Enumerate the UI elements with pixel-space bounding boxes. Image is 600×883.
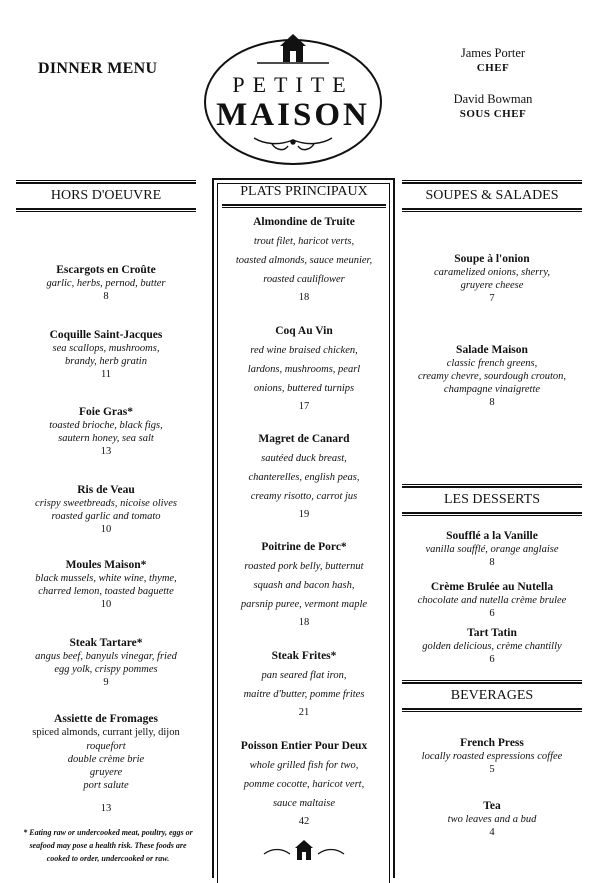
list-item: Almondine de Truite trout filet, haricot verts, toasted almonds, sauce meunier, roasted cauliflower 18 (235, 216, 373, 303)
list-item: French Press locally roasted espressions coffee 5 (421, 737, 563, 775)
list-item: Magret de Canard sautéed duck breast, chanterelles, english peas, creamy risotto, carrot jus 19 (248, 433, 360, 520)
list-item: Escargots en Croûte garlic, herbs, pernod, butter 8 (46, 264, 166, 302)
desserts-heading: LES DESSERTS (402, 484, 582, 516)
list-item: Soufflé a la Vanille vanilla soufflé, orange anglaise 8 (425, 530, 559, 568)
list-item: Moules Maison* black mussels, white wine, thyme, charred lemon, toasted baguette 10 (35, 559, 177, 610)
chef-name: James Porter (460, 46, 526, 60)
list-item: Soupe à l'onion caramelized onions, sherry, gruyere cheese 7 (433, 253, 551, 304)
chef-credit (428, 46, 558, 76)
chef-role: CHEF (476, 62, 510, 74)
health-footnote: * Eating raw or undercooked meat, poultry, eggs or seafood may pose a health risk. These foods are cooked to order, undercooked or raw. (23, 828, 193, 863)
list-item: Crème Brulée au Nutella chocolate and nutella crème brulee 6 (417, 581, 567, 619)
list-item: Ris de Veau crispy sweetbreads, nicoise olives roasted garlic and tomato 10 (35, 484, 177, 535)
bottom-ornament (260, 838, 348, 864)
sous-chef-credit (428, 92, 558, 122)
logo-line2: MAISON (216, 97, 370, 133)
list-item: Foie Gras* toasted brioche, black figs, sautern honey, sea salt 13 (49, 406, 163, 457)
sous-chef-role: SOUS CHEF (459, 108, 527, 120)
list-item: Coquille Saint-Jacques sea scallops, mushrooms, brandy, herb gratin 11 (49, 329, 163, 380)
sous-chef-name: David Bowman (453, 92, 533, 106)
soupes-salades-heading: SOUPES & SALADES (402, 180, 582, 212)
list-item: Steak Tartare* angus beef, banyuls vinegar, fried egg yolk, crispy pommes 9 (35, 637, 177, 688)
list-item: Poisson Entier Pour Deux whole grilled fish for two, pomme cocotte, haricot vert, sauce maltaise 42 (240, 740, 368, 827)
list-item: Assiette de Fromages spiced almonds, currant jelly, dijon roquefort double crème brie gruyere port salute 13 (32, 713, 180, 814)
list-item: Salade Maison classic french greens, creamy chevre, sourdough crouton, champagne vinaigrette 8 (417, 344, 567, 408)
petite-maison-logo (202, 30, 384, 166)
house-icon (257, 34, 329, 63)
plats-principaux-heading: PLATS PRINCIPAUX (222, 180, 386, 208)
menu-title: DINNER MENU (38, 60, 158, 77)
logo-line1: PETITE (232, 72, 354, 97)
hors-doeuvre-heading: HORS D'OEUVRE (16, 180, 196, 212)
beverages-heading: BEVERAGES (402, 680, 582, 712)
house-icon (295, 840, 313, 860)
list-item: Tea two leaves and a bud 4 (447, 800, 537, 838)
flourish-ornament (254, 138, 332, 150)
list-item: Tart Tatin golden delicious, crème chantilly 6 (422, 627, 562, 665)
list-item: Coq Au Vin red wine braised chicken, lardons, mushrooms, pearl onions, buttered turnips 17 (247, 325, 361, 412)
list-item: Poitrine de Porc* roasted pork belly, butternut squash and bacon hash, parsnip puree, vermont maple 18 (240, 541, 368, 628)
list-item: Steak Frites* pan seared flat iron, maitre d'butter, pomme frites 21 (243, 650, 365, 718)
